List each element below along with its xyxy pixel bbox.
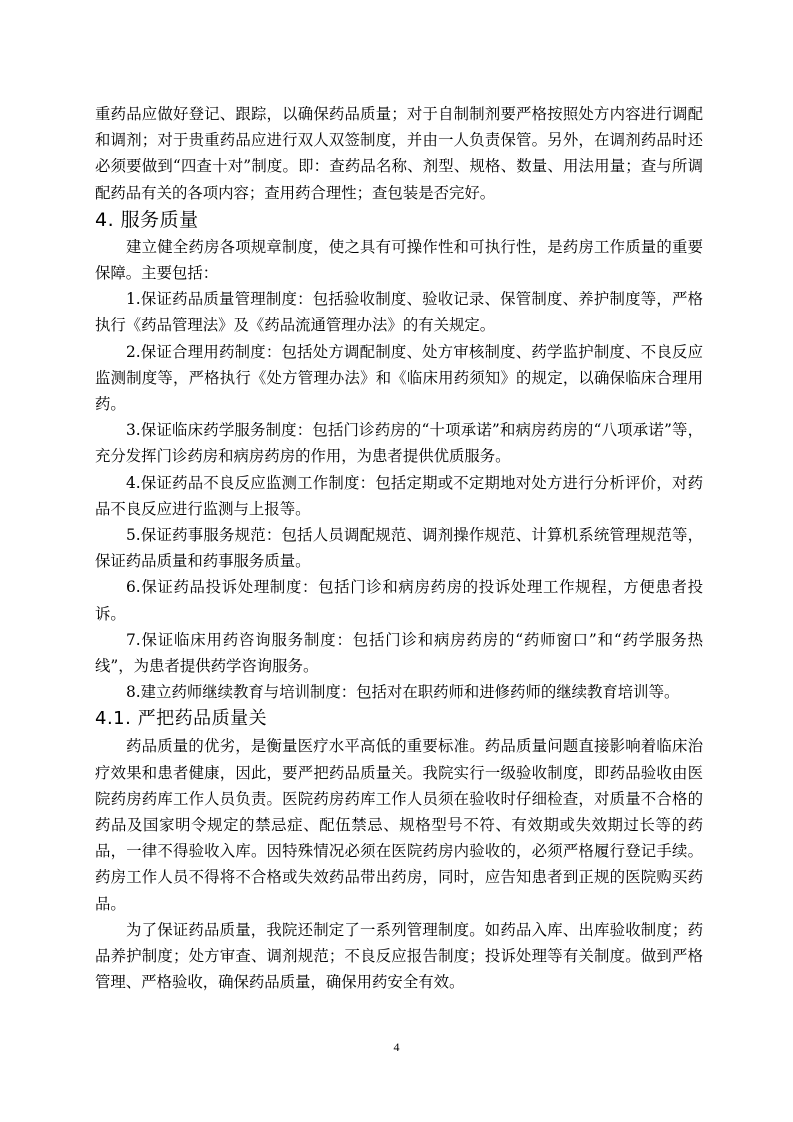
list-item: 1.保证药品质量管理制度：包括验收制度、验收记录、保管制度、养护制度等，严格执行《药品管理法》及《药品流通管理办法》的有关规定。: [95, 290, 703, 335]
document-page: [95, 101, 703, 996]
section-4-1-heading: 4.1. 严把药品质量关: [95, 708, 268, 730]
page-number: 4: [393, 1040, 400, 1054]
list-item: 7.保证临床用药咨询服务制度：包括门诊和病房药房的“药师窗口”和“药学服务热线”，为患者提供药学咨询服务。: [95, 630, 703, 676]
list-item: 2.保证合理用药制度：包括处方调配制度、处方审核制度、药学监护制度、不良反应监测制度等，严格执行《处方管理办法》和《临床用药须知》的规定，以确保临床合理用药。: [95, 342, 703, 414]
intro-paragraph: 重药品应做好登记、跟踪，以确保药品质量；对于自制制剂要严格按照处方内容进行调配和调剂；对于贵重药品应进行双人双签制度，并由一人负责保管。另外，在调剂药品时还必须要做到“四查十对”制度。即：查药品名称、剂型、规格、数量、用法用量；查与所调配药品有关的各项内容；查用药合理性；查包装是否完好。: [95, 105, 703, 202]
list-item: 4.保证药品不良反应监测工作制度：包括定期或不定期地对处方进行分析评价，对药品不良反应进行监测与上报等。: [95, 473, 703, 518]
section-4-1-paragraph: 为了保证药品质量，我院还制定了一系列管理制度。如药品入库、出库验收制度；药品养护制度；处方审查、调剂规范；不良反应报告制度；投诉处理等有关制度。做到严格管理、严格验收，确保药品质量，确保用药安全有效。: [95, 920, 703, 992]
list-item: 3.保证临床药学服务制度：包括门诊药房的“十项承诺”和病房药房的“八项承诺”等，充分发挥门诊药房和病房药房的作用，为患者提供优质服务。: [95, 421, 703, 466]
list-item: 6.保证药品投诉处理制度：包括门诊和病房药房的投诉处理工作规程，方便患者投诉。: [95, 578, 703, 623]
section-4-intro: 建立健全药房各项规章制度，使之具有可操作性和可执行性，是药房工作质量的重要保障。主要包括：: [95, 237, 703, 283]
section-4-heading: 4. 服务质量: [95, 208, 199, 231]
list-item: 5.保证药事服务规范：包括人员调配规范、调剂操作规范、计算机系统管理规范等，保证药品质量和药事服务质量。: [95, 526, 703, 571]
section-4-1-paragraph: 药品质量的优劣，是衡量医疗水平高低的重要标准。药品质量问题直接影响着临床治疗效果和患者健康，因此，要严把药品质量关。我院实行一级验收制度，即药品验收由医院药房药库工作人员负责。医院药房药库工作人员须在验收时仔细检查，对质量不合格的药品及国家明令规定的禁忌症、配伍禁忌、规格型号不符、有效期或失效期过长等的药品，一律不得验收入库。因特殊情况必须在医院药房内验收的，必须严格履行登记手续。药房工作人员不得将不合格或失效药品带出药房，同时，应告知患者到正规的医院购买药品。: [95, 737, 703, 913]
list-item: 8.建立药师继续教育与培训制度：包括对在职药师和进修药师的继续教育培训等。: [126, 683, 680, 702]
